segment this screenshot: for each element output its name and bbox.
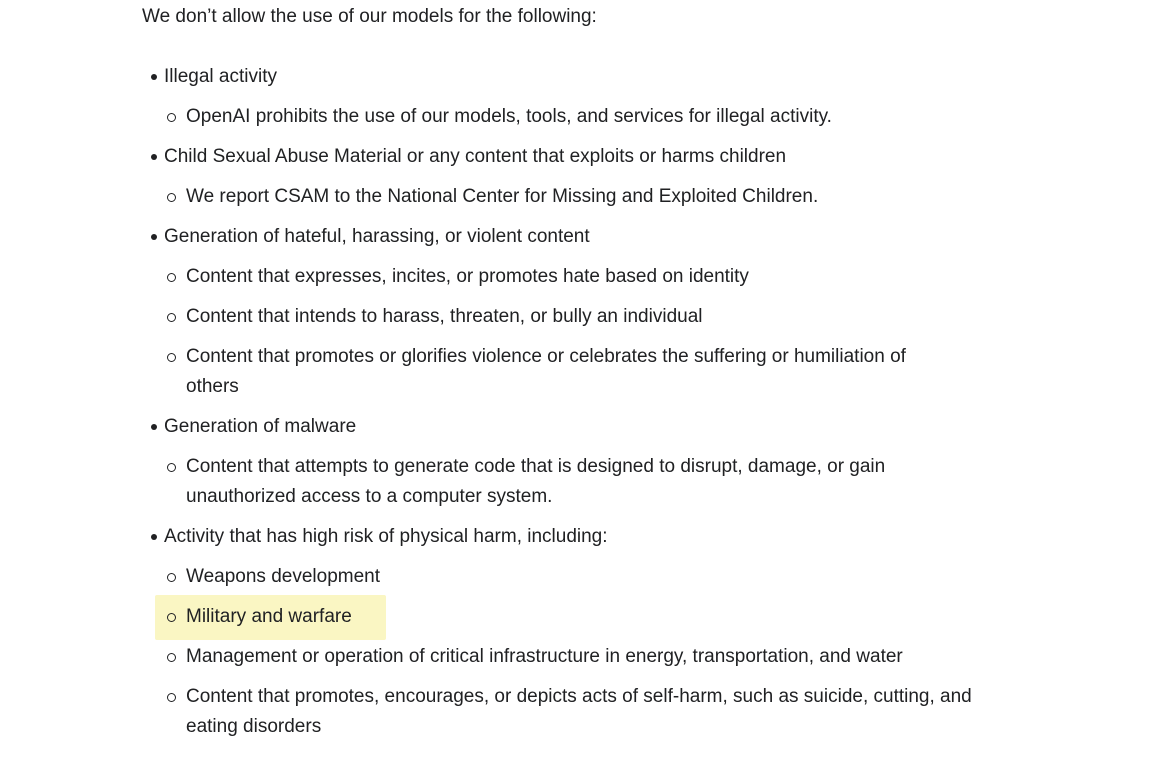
list-item-hateful-content (142, 222, 1164, 252)
list-item-label: Child Sexual Abuse Material or any content that exploits or harms children (164, 146, 787, 167)
list-item-label: Generation of hateful, harassing, or violent content (164, 226, 590, 247)
circle-bullet-icon (164, 682, 186, 702)
list-item-physical-harm (142, 522, 1164, 552)
sub-item-text: Content that intends to harass, threaten, or bully an individual (186, 306, 703, 327)
sub-item (164, 642, 1164, 672)
sub-item (164, 682, 1164, 742)
circle-bullet-icon (164, 602, 186, 622)
list-item-illegal-activity (142, 62, 1164, 92)
sub-item-text: Content that promotes or glorifies violence or celebrates the suffering or humiliation of others (186, 346, 906, 397)
list-item-label: Activity that has high risk of physical harm, including: (164, 526, 608, 547)
prohibited-uses-list (142, 62, 1164, 742)
sub-item (164, 302, 1164, 332)
sub-item-text: Content that attempts to generate code that is designed to disrupt, damage, or gain unauthorized access to a computer system. (186, 456, 886, 507)
bullet-icon (142, 62, 164, 80)
sub-item-text: Weapons development (186, 566, 380, 587)
sub-item (164, 452, 1164, 512)
sub-item-text: OpenAI prohibits the use of our models, tools, and services for illegal activity. (186, 106, 832, 127)
circle-bullet-icon (164, 102, 186, 122)
circle-bullet-icon (164, 182, 186, 202)
sub-item (164, 262, 1164, 292)
bullet-icon (142, 412, 164, 430)
circle-bullet-icon (164, 302, 186, 322)
sub-item-text: We report CSAM to the National Center for Missing and Exploited Children. (186, 186, 819, 207)
circle-bullet-icon (164, 562, 186, 582)
list-item-malware (142, 412, 1164, 442)
bullet-icon (142, 522, 164, 540)
sub-item-weapons-development (164, 562, 1164, 592)
circle-bullet-icon (164, 342, 186, 362)
bullet-icon (142, 142, 164, 160)
sub-item (164, 342, 1164, 402)
list-item-label: Illegal activity (164, 66, 277, 87)
bullet-icon (142, 222, 164, 240)
sub-item-text: Content that expresses, incites, or promotes hate based on identity (186, 266, 749, 287)
intro-text: We don’t allow the use of our models for the following: (142, 6, 597, 27)
sub-item (164, 182, 1164, 212)
circle-bullet-icon (164, 642, 186, 662)
sub-item-military-warfare-highlighted (155, 595, 386, 640)
sub-item-text: Content that promotes, encourages, or depicts acts of self-harm, such as suicide, cutting, and eating disorders (186, 686, 972, 737)
sub-item-text: Management or operation of critical infrastructure in energy, transportation, and water (186, 646, 903, 667)
sub-item (164, 102, 1164, 132)
list-item-csam (142, 142, 1164, 172)
circle-bullet-icon (164, 452, 186, 472)
highlighted-text: Military and warfare (186, 606, 352, 627)
circle-bullet-icon (164, 262, 186, 282)
list-item-label: Generation of malware (164, 416, 357, 437)
